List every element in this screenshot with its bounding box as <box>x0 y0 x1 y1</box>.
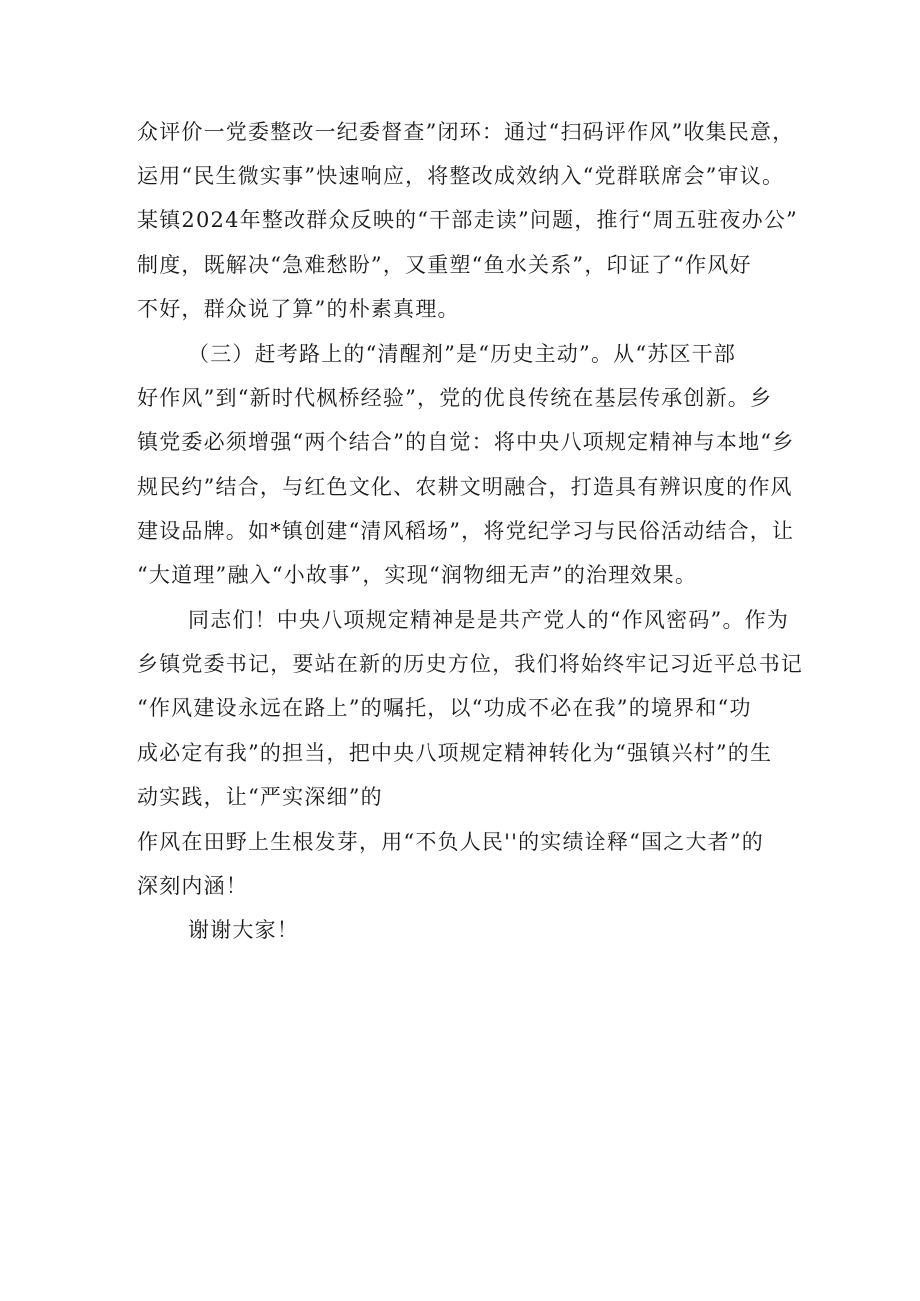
text-line: 众评价一党委整改一纪委督查”闭环：通过“扫码评作风”收集民意， <box>137 120 795 144</box>
text-line: 不好，群众说了算”的朴素真理。 <box>137 297 460 321</box>
text-line: 规民约”结合，与红色文化、农耕文明融合，打造具有辨识度的作风 <box>137 475 793 499</box>
text-line: “作风建设永远在路上”的嘱托，以“功成不必在我”的境界和“功 <box>137 696 752 720</box>
paragraph-first-line: 同志们！中央八项规定精神是是共产党人的“作风密码”。作为 <box>188 608 790 632</box>
text-line: 制度，既解决“急难愁盼”，又重塑“鱼水关系”，印证了“作风好 <box>137 253 752 277</box>
text-line: 作风在田野上生根发芽，用“不负人民''的实绩诠释“国之大者”的 <box>137 830 764 854</box>
closing-line: 谢谢大家！ <box>188 918 299 942</box>
text-line: 建设品牌。如*镇创建“清风稻场”，将党纪学习与民俗活动结合，让 <box>137 519 795 543</box>
text-line: 成必定有我”的担当，把中央八项规定精神转化为“强镇兴村”的生 <box>137 741 773 765</box>
text-line: 动实践，让“严实深细”的 <box>137 785 383 809</box>
text-line: 某镇2024年整改群众反映的“干部走读”问题，推行“周五驻夜办公” <box>137 208 798 232</box>
text-line: 乡镇党委书记，要站在新的历史方位，我们将始终牢记习近平总书记 <box>137 652 803 676</box>
text-line: 深刻内涵！ <box>137 874 248 898</box>
text-line: 运用“民生微实事”快速响应，将整改成效纳入“党群联席会”审议。 <box>137 164 785 188</box>
section-heading-line: （三）赶考路上的“清醒剂”是“历史主动”。从“苏区干部 <box>188 342 737 366</box>
text-line: “大道理”融入“小故事”，实现“润物细无声”的治理效果。 <box>137 563 698 587</box>
text-line: 镇党委必须增强“两个结合”的自觉：将中央八项规定精神与本地“乡 <box>137 430 795 454</box>
text-line: 好作风”到“新时代枫桥经验”，党的优良传统在基层传承创新。乡 <box>137 386 773 410</box>
